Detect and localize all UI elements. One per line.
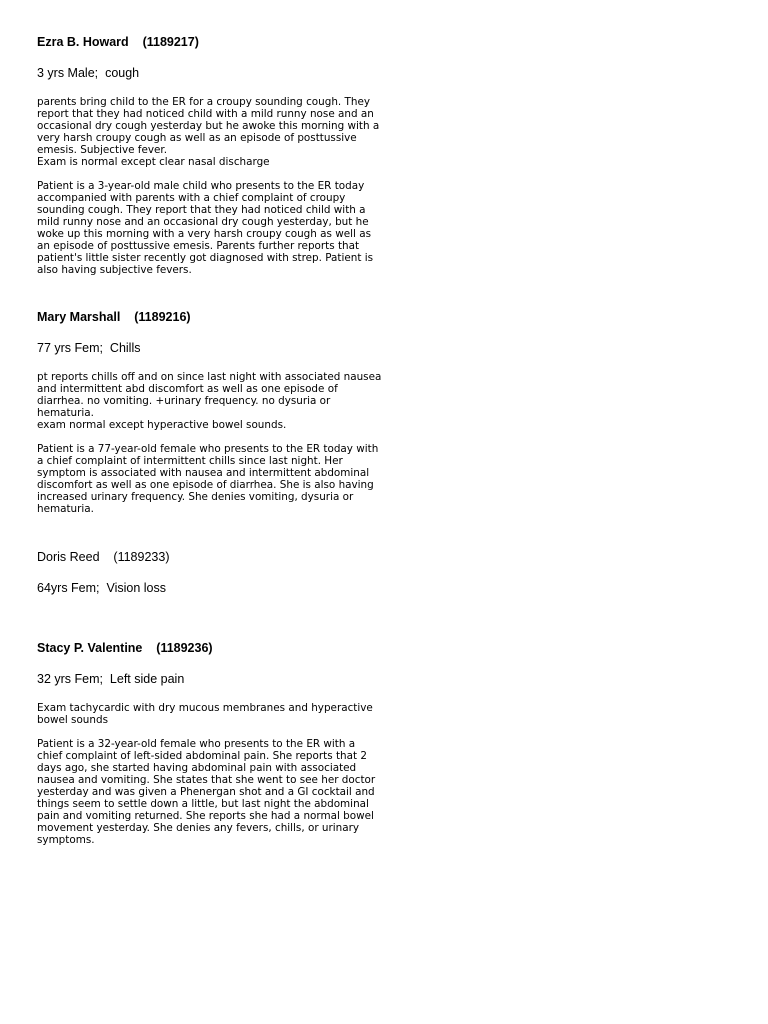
patient-notes-document [37, 34, 409, 846]
patient-header: Mary Marshall (1189216) [37, 310, 191, 324]
triage-note: parents bring child to the ER for a croupy sounding cough. They report that they had noticed child with a mild runny nose and an occasional dry cough yesterday but he awoke this morning with a very harsh croupy cough as well as an episode of posttussive emesis. Subjective fever. Exam is normal except clear nasal discharge [37, 96, 380, 168]
narrative-note: Patient is a 32-year-old female who presents to the ER with a chief complaint of left-sided abdominal pain. She reports that 2 days ago, she started having abdominal pain with associated nausea and vomiting. She states that she went to see her doctor yesterday and was given a Phenergan shot and a GI cocktail and things seem to settle down a little, but last night the abdominal pain and vomiting returned. She reports she had a normal bowel movement yesterday. She denies any fevers, chills, or urinary symptoms. [37, 738, 376, 846]
triage-note: Exam tachycardic with dry mucous membranes and hyperactive bowel sounds [37, 702, 373, 726]
patient-summary: 3 yrs Male; cough [37, 66, 140, 80]
patient-entry-ezra-howard [37, 34, 409, 276]
patient-header: Doris Reed (1189233) [37, 550, 170, 564]
patient-summary: 64yrs Fem; Vision loss [37, 581, 166, 595]
patient-header: Stacy P. Valentine (1189236) [37, 641, 213, 655]
patient-entry-doris-reed [37, 549, 409, 596]
patient-header: Ezra B. Howard (1189217) [37, 35, 199, 49]
patient-summary: 32 yrs Fem; Left side pain [37, 672, 185, 686]
narrative-note: Patient is a 77-year-old female who presents to the ER today with a chief complaint of intermittent chills since last night. Her symptom is associated with nausea and intermittent abdominal discomfort as well as one episode of diarrhea. She is also having increased urinary frequency. She denies vomiting, dysuria or hematuria. [37, 443, 379, 515]
patient-entry-stacy-valentine [37, 640, 409, 846]
patient-summary: 77 yrs Fem; Chills [37, 341, 141, 355]
narrative-note: Patient is a 3-year-old male child who presents to the ER today accompanied with parents with a chief complaint of croupy sounding cough. They report that they had noticed child with a mild runny nose and an occasional dry cough yesterday, but he woke up this morning with a very harsh croupy cough as well as an episode of posttussive emesis. Parents further reports that patient's little sister recently got diagnosed with strep. Patient is also having subjective fevers. [37, 180, 374, 276]
patient-entry-mary-marshall [37, 309, 409, 515]
triage-note: pt reports chills off and on since last night with associated nausea and intermittent abd discomfort as well as one episode of diarrhea. no vomiting. +urinary frequency. no dysuria or hematuria. exam normal except hyperactive bowel sounds. [37, 371, 382, 431]
